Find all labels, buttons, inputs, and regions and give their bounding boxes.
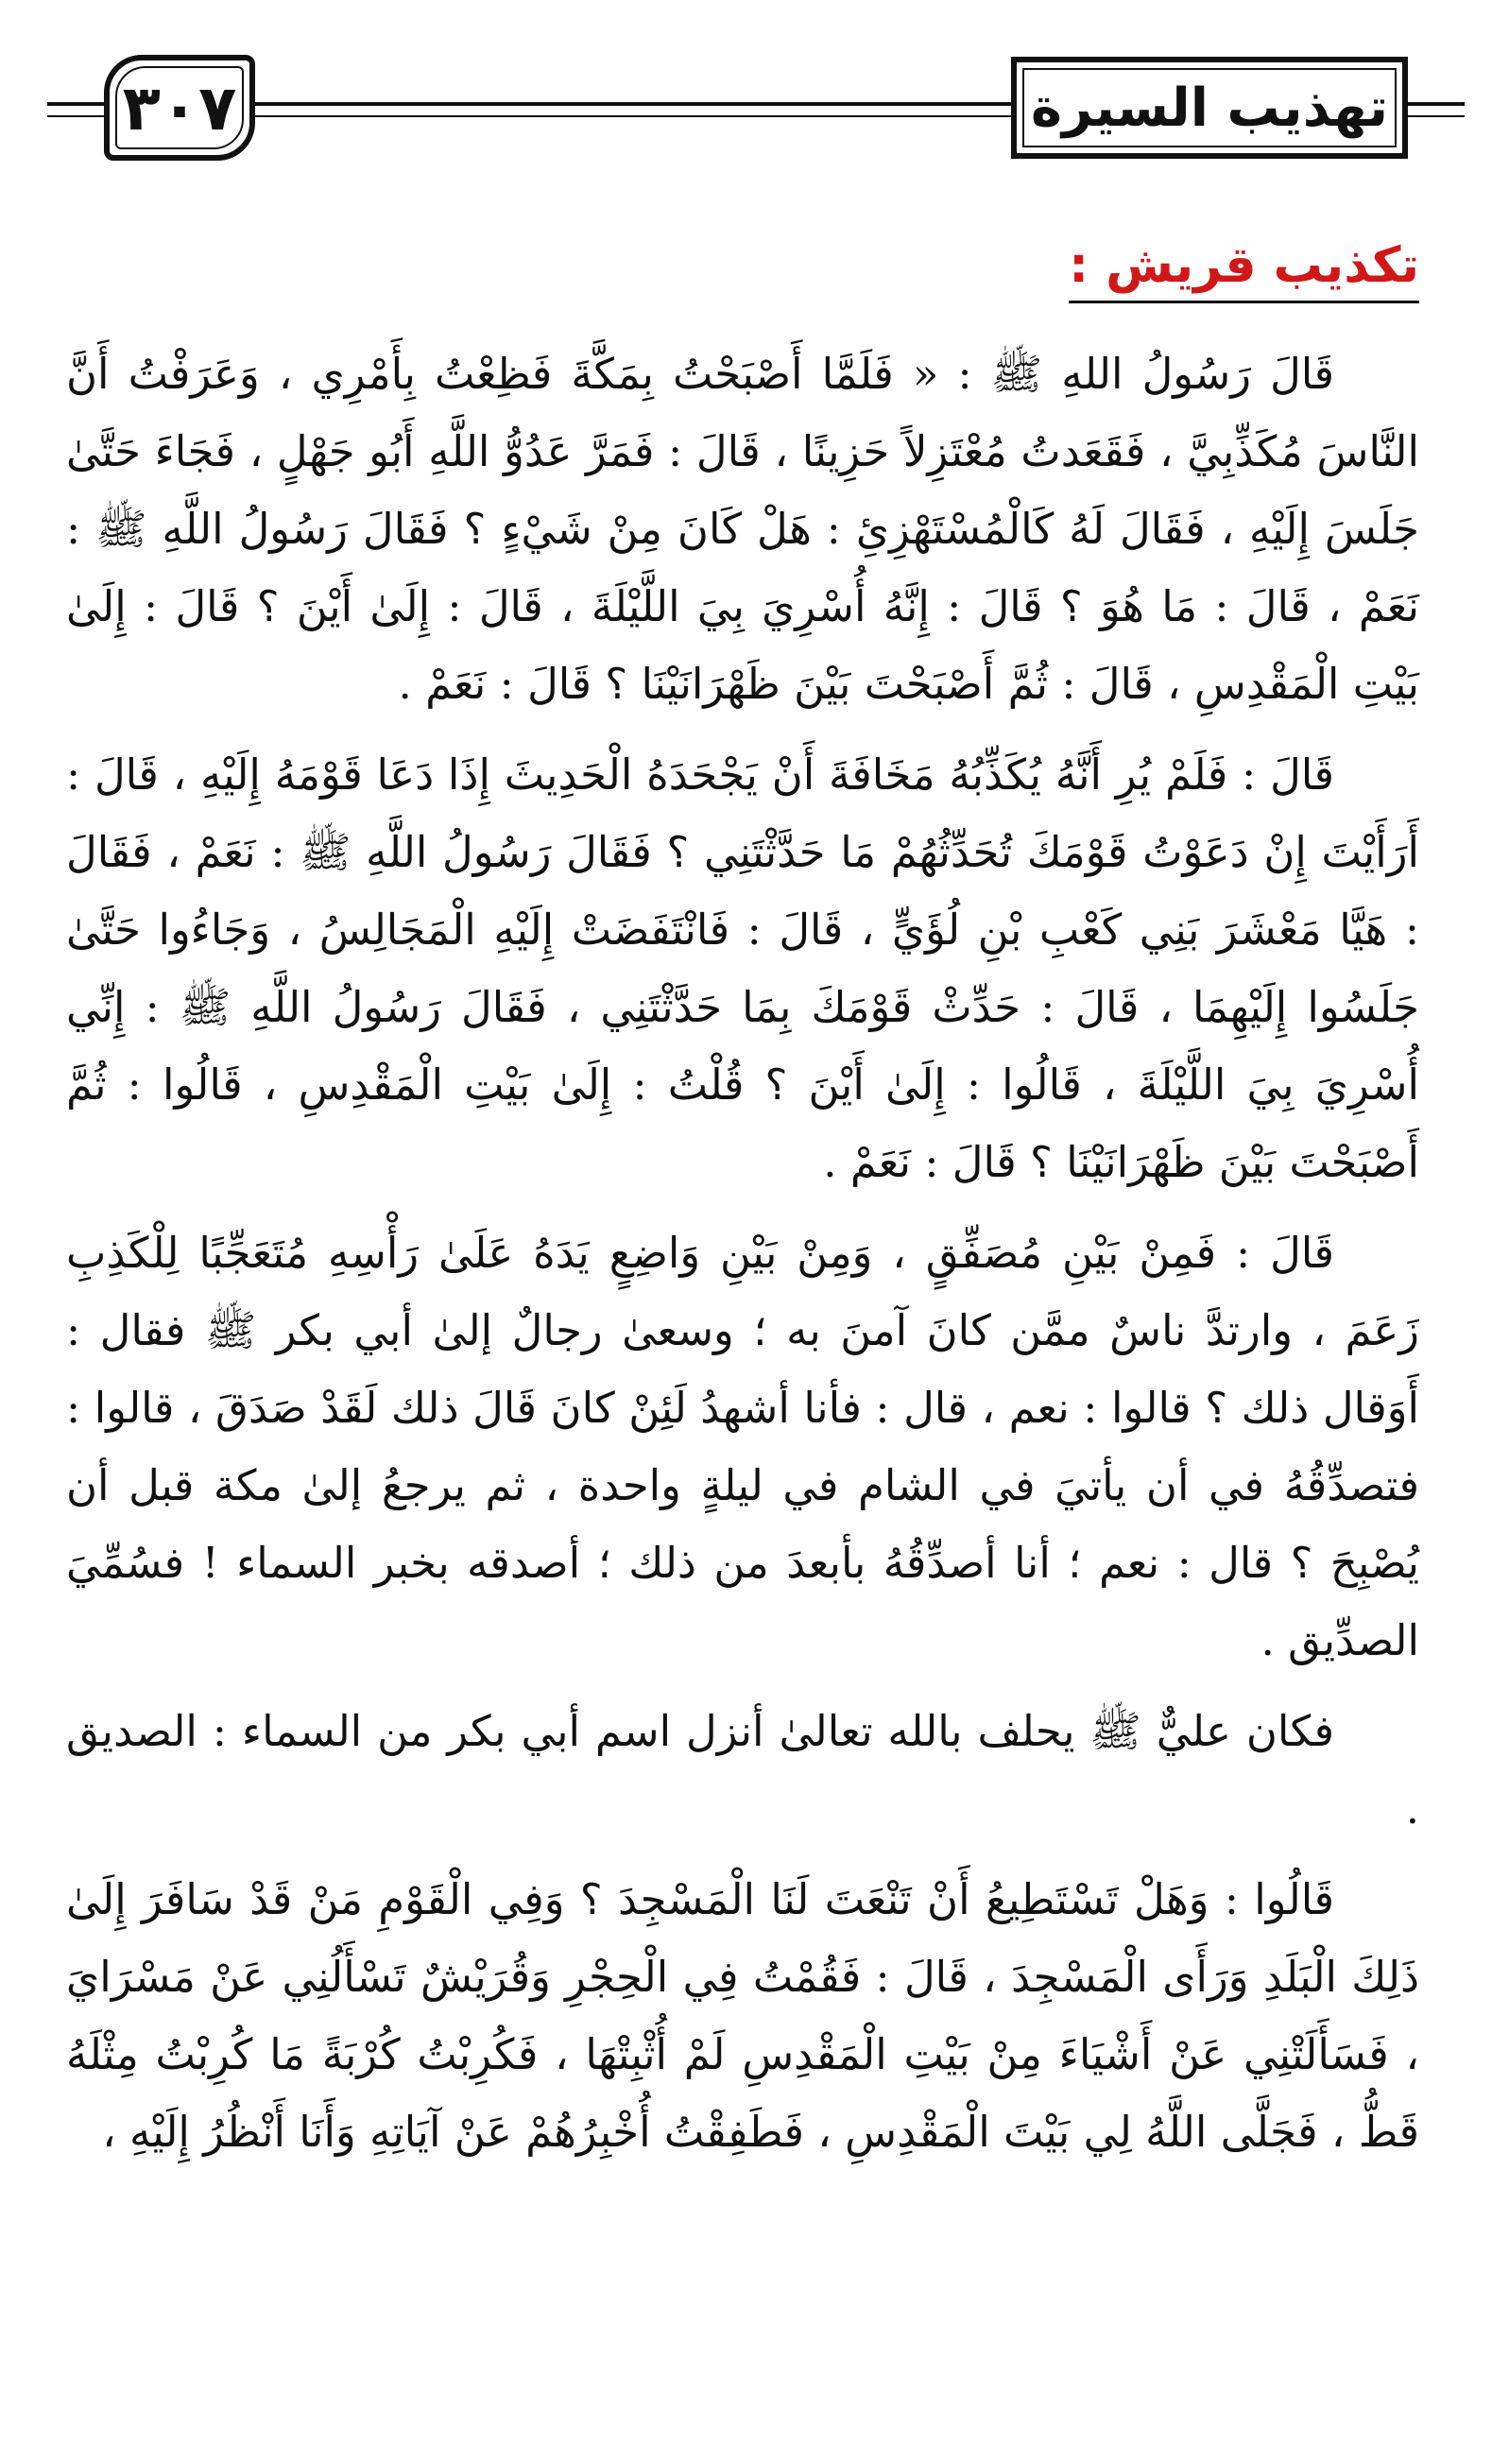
body-text	[66, 336, 1419, 2184]
page-header	[47, 47, 1465, 170]
paragraph: قَالُوا : وَهَلْ تَسْتَطِيعُ أَنْ تَنْعَتَ لَنَا الْمَسْجِدَ ؟ وَفِي الْقَوْمِ مَنْ قَدْ سَافَرَ إِلَىٰ ذَلِكَ الْبَلَدِ وَرَأَى الْمَسْجِدَ ، قَالَ : فَقُمْتُ فِي الْحِجْرِ وَقُرَيْشٌ تَسْأَلُنِي عَنْ مَسْرَايَ ، فَسَأَلَتْنِي عَنْ أَشْيَاءَ مِنْ بَيْتِ الْمَقْدِسِ لَمْ أُثْبِتْهَا ، فَكُرِبْتُ كُرْبَةً مَا كُرِبْتُ مِثْلَهُ قَطُّ ، فَجَلَّى اللَّهُ لِي بَيْتَ الْمَقْدِسِ ، فَطَفِقْتُ أُخْبِرُهُمْ عَنْ آيَاتِهِ وَأَنَا أَنْظُرُ إِلَيْهِ ،	[66, 1874, 1419, 2157]
page-number-frame	[104, 55, 255, 161]
section-heading: تكذيب قريش :	[1069, 236, 1419, 303]
page-number: ٣٠٧	[122, 71, 237, 145]
paragraph: فكان عليٌّ ﷺ يحلف بالله تعالىٰ أنزل اسم أبي بكر من السماء : الصديق .	[66, 1706, 1419, 1834]
paragraph: قَالَ : فَمِنْ بَيْنِ مُصَفِّقٍ ، وَمِنْ بَيْنِ وَاضِعٍ يَدَهُ عَلَىٰ رَأْسِهِ مُتَعَجِّبًا لِلْكَذِبِ زَعَمَ ، وارتدَّ ناسٌ ممَّن كانَ آمنَ به ؛ وسعىٰ رجالٌ إلىٰ أبي بكر ﷺ فقال : أَوَقال ذلك ؟ قالوا : نعم ، قال : فأنا أشهدُ لَئِنْ كانَ قَالَ ذلك لَقَدْ صَدَقَ ، قالوا : فتصدِّقُهُ في أن يأتيَ في الشام في ليلةٍ واحدة ، ثم يرجعُ إلىٰ مكة قبل أن يُصْبِحَ ؟ قال : نعم ؛ أنا أصدِّقُهُ بأبعدَ من ذلك ؛ أصدقه بخبر السماء ! فسُمِّيَ الصدِّيق .	[66, 1228, 1419, 1665]
paragraph: قَالَ رَسُولُ اللهِ ﷺ : « فَلَمَّا أَصْبَحْتُ بِمَكَّةَ فَظِعْتُ بِأَمْرِي ، وَعَرَفْتُ أَنَّ النَّاسَ مُكَذِّبِيَّ ، فَقَعَدتُ مُعْتَزِلاً حَزِينًا ، قَالَ : فَمَرَّ عَدُوُّ اللَّهِ أَبُو جَهْلٍ ، فَجَاءَ حَتَّىٰ جَلَسَ إِلَيْهِ ، فَقَالَ لَهُ كَالْمُسْتَهْزِئِ : هَلْ كَانَ مِنْ شَيْءٍ ؟ فَقَالَ رَسُولُ اللَّهِ ﷺ : نَعَمْ ، قَالَ : مَا هُوَ ؟ قَالَ : إِنَّهُ أُسْرِيَ بِيَ اللَّيْلَةَ ، قَالَ : إِلَىٰ أَيْنَ ؟ قَالَ : إِلَىٰ بَيْتِ الْمَقْدِسِ ، قَالَ : ثُمَّ أَصْبَحْتَ بَيْنَ ظَهْرَانَيْنَا ؟ قَالَ : نَعَمْ .	[66, 349, 1419, 709]
book-title-frame	[1011, 57, 1408, 159]
paragraph: قَالَ : فَلَمْ يُرِ أَنَّهُ يُكَذِّبُهُ مَخَافَةَ أَنْ يَجْحَدَهُ الْحَدِيثَ إِذَا دَعَا قَوْمَهُ إِلَيْهِ ، قَالَ : أَرَأَيْتَ إِنْ دَعَوْتُ قَوْمَكَ تُحَدِّثُهُمْ مَا حَدَّثْتَنِي ؟ فَقَالَ رَسُولُ اللَّهِ ﷺ : نَعَمْ ، فَقَالَ : هَيَّا مَعْشَرَ بَنِي كَعْبِ بْنِ لُؤَيٍّ ، قَالَ : فَانْتَفَضَتْ إِلَيْهِ الْمَجَالِسُ ، وَجَاءُوا حَتَّىٰ جَلَسُوا إِلَيْهِمَا ، قَالَ : حَدِّثْ قَوْمَكَ بِمَا حَدَّثْتَنِي ، فَقَالَ رَسُولُ اللَّهِ ﷺ : إِنِّي أُسْرِيَ بِيَ اللَّيْلَةَ ، قَالُوا : إِلَىٰ أَيْنَ ؟ قُلْتُ : إِلَىٰ بَيْتِ الْمَقْدِسِ ، قَالُوا : ثُمَّ أَصْبَحْتَ بَيْنَ ظَهْرَانَيْنَا ؟ قَالَ : نَعَمْ .	[66, 750, 1419, 1187]
book-title: تهذيب السيرة	[1030, 77, 1389, 139]
